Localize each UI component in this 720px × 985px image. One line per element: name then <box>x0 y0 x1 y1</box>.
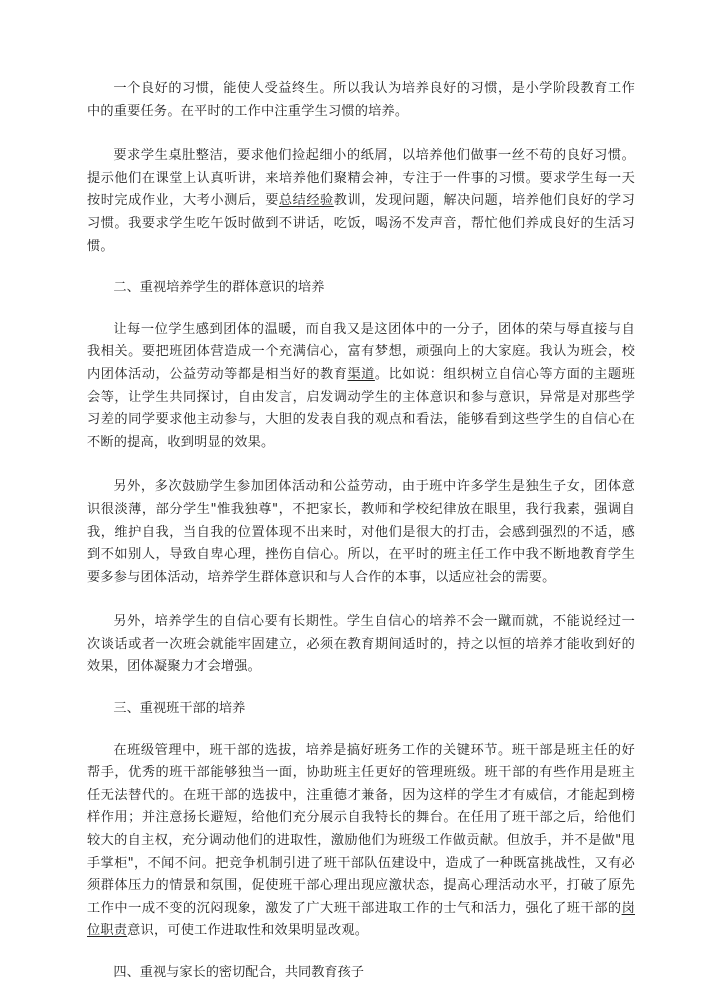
paragraph-text: 一个良好的习惯，能使人受益终生。所以我认为培养良好的习惯，是小学阶段教育工作中的重要任务。在平时的工作中注重学生习惯的培养。 <box>87 81 635 119</box>
paragraph-group-activities <box>87 476 635 589</box>
document-page <box>87 78 635 985</box>
section-heading-4: 四、重视与家长的密切配合，共同教育孩子 <box>113 965 364 980</box>
paragraph-text: 意识，可使工作进取性和效果明显改观。 <box>127 923 369 939</box>
paragraph-class-cadres <box>87 740 635 943</box>
paragraph-text: 要求学生桌肚整洁，要求他们捡起细小的纸屑，以培养他们做事一丝不苟的良好习惯。提示他们在课堂上认真听讲，来培养他们聚精会神，专注于一件事的习惯。要求学生每一天按时完成作业，大考小测后，要 <box>87 148 635 209</box>
underlined-link-term[interactable]: 岗位职责 <box>87 900 635 939</box>
underlined-link-term[interactable]: 总结经验 <box>278 193 334 209</box>
section-heading-2: 二、重视培养学生的群体意识的培养 <box>113 280 325 296</box>
paragraph-text: 另外，培养学生的自信心要有长期性。学生自信心的培养不会一蹴而就，不能说经过一次谈话或者一次班会就能牢固建立，必须在教育期间适时的，持之以恒的培养才能收到好的效果，团体凝聚力才会增强。 <box>87 614 635 675</box>
section-heading-3: 三、重视班干部的培养 <box>113 701 246 717</box>
paragraph-text: 在班级管理中，班干部的选拔，培养是搞好班务工作的关键环节。班干部是班主任的好帮手，优秀的班干部能够独当一面，协助班主任更好的管理班级。班干部的有些作用是班主任无法替代的。在班干部的选拔中，注重德才兼备，因为这样的学生才有威信，才能起到榜样作用；并注意扬长避短，给他们充分展示自我特长的舞台。在任用了班干部之后，给他们较大的自主权，充分调动他们的进取性，激励他们为班级工作做贡献。但放手，并不是做"甩手掌柜"，不闻不问。把竞争机制引进了班干部队伍建设中，造成了一种既富挑战性，又有必须群体压力的情景和氛围，促使班干部心理出现应激状态，提高心理活动水平，打破了原先工作中一成不变的沉闷现象，激发了广大班干部进取工作的士气和活力，强化了班干部的 <box>87 742 635 916</box>
paragraph-text: 教训，发现问题，解决问题，培养他们良好的学习习惯。我要求学生吃午饭时做到不讲话，吃饭，喝汤不发声音，帮忙他们养成良好的生活习惯。 <box>87 193 635 254</box>
paragraph-good-habits <box>87 78 635 123</box>
paragraph-text: 另外，多次鼓励学生参加团体活动和公益劳动，由于班中许多学生是独生子女，团体意识很淡薄，部分学生"惟我独尊"，不把家长，教师和学校纪律放在眼里，我行我素，强调自我，维护自我，当自我的位置体现不出来时，对他们是很大的打击，会感到强烈的不适，感到不如别人，导致自卑心理，挫伤自信心。所以，在平时的班主任工作中我不断地教育学生要多参与团体活动，培养学生群体意识和与人合作的本事，以适应社会的需要。 <box>87 479 635 585</box>
paragraph-text: 。比如说：组织树立自信心等方面的主题班会等，让学生共同探讨，自由发言，启发调动学生的主体意识和参与意识，异常是对那些学习差的同学要求他主动参与，大胆的发表自我的观点和看法，能够看到这些学生的自信心在不断的提高，收到明显的效果。 <box>87 366 635 450</box>
paragraph-confidence-long-term <box>87 611 635 679</box>
paragraph-text: 让每一位学生感到团体的温暖，而自我又是这团体中的一分子，团体的荣与辱直接与自我相关。要把班团体营造成一个充满信心，富有梦想，顽强向上的大家庭。我认为班会，校内团体活动，公益劳动等都是相当好的教育 <box>87 321 635 382</box>
underlined-link-term[interactable]: 渠道 <box>347 366 375 382</box>
paragraph-group-warmth <box>87 319 635 455</box>
paragraph-habit-requirements <box>87 145 635 258</box>
